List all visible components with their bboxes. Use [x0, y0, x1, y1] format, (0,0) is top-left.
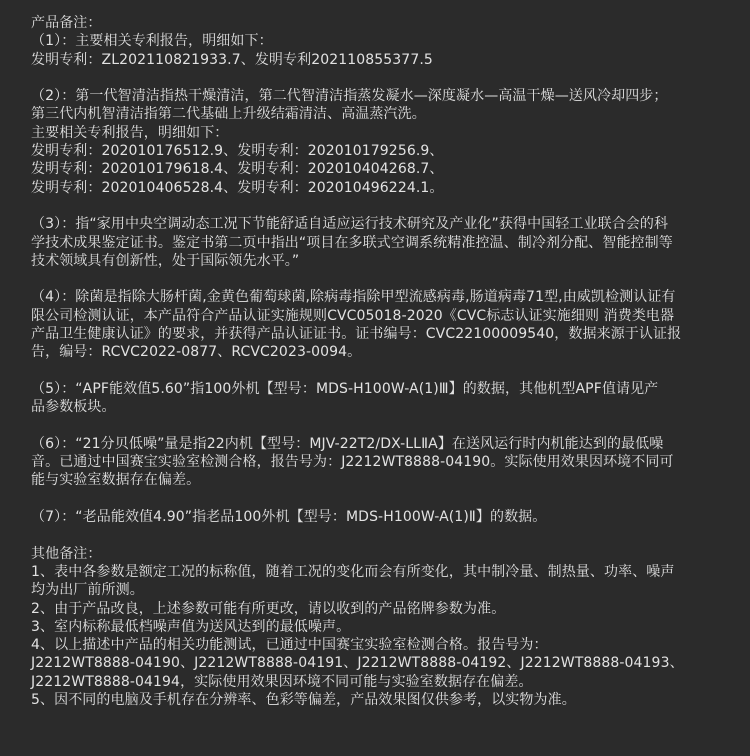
spacer — [31, 490, 740, 508]
note-2-text-line: 第三代内机智清洁指第二代基础上升级结霜清洁、高温蒸汽洗。 — [31, 106, 426, 123]
other-notes-line: 均为出厂前所测。 — [31, 582, 144, 599]
note-1 — [31, 32, 740, 69]
note-6-line: 能与实验室数据存在偏差。 — [31, 472, 201, 489]
note-3 — [31, 215, 740, 270]
note-2-patent-intro: 主要相关专利报告，明细如下： — [31, 124, 229, 141]
note-7-line: （7）：“老品能效值4.90”指老品100外机【型号：MDS-H100W-A(1)Ⅱ】的数据。 — [31, 509, 547, 526]
spacer — [31, 197, 740, 215]
spacer — [31, 362, 740, 380]
note-2 — [31, 87, 740, 197]
note-5-line: 品参数板块。 — [31, 399, 116, 416]
note-3-line: 技术领域具有创新性，处于国际领先水平。” — [31, 252, 300, 269]
note-4-line: 限公司检测认证，本产品符合产品认证实施规则CVC05018-2020《CVC标志认证实施细则 消费类电器 — [31, 307, 675, 324]
other-notes-line: J2212WT8888-04194，实际使用效果因环境不同可能与实验室数据存在偏差。 — [31, 673, 533, 690]
other-notes-line: 3、室内标称最低档噪声值为送风达到的最低噪声。 — [31, 618, 351, 635]
note-6-line: 音。已通过中国赛宝实验室检测合格，报告号为：J2212WT8888-04190。实际使用效果因环境不同可 — [31, 454, 674, 471]
note-1-patents: 发明专利：ZL202110821933.7、发明专利202110855377.5 — [31, 51, 433, 68]
notes-heading: 产品备注： — [31, 15, 102, 31]
other-notes-line: 5、因不同的电脑及手机存在分辨率、色彩等偏差，产品效果图仅供参考，以实物为准。 — [31, 691, 576, 708]
other-notes-line: 4、以上描述中产品的相关功能测试，已通过中国赛宝实验室检测合格。报告号为： — [31, 637, 548, 654]
note-2-patent-line: 发明专利：202010179618.4、发明专利：202010404268.7、 — [31, 161, 444, 178]
note-3-line: （3）：指“家用中央空调动态工况下节能舒适自适应运行技术研究及产业化”获得中国轻工业联合会的科 — [31, 216, 669, 233]
note-2-text-line: （2）：第一代智清洁指热干燥清洁，第二代智清洁指蒸发凝水—深度凝水—高温干燥—送风冷却四步； — [31, 88, 668, 105]
spacer — [31, 526, 740, 544]
note-2-patent-line: 发明专利：202010406528.4、发明专利：202010496224.1。 — [31, 179, 444, 196]
note-7 — [31, 508, 740, 526]
note-3-line: 学技术成果鉴定证书。鉴定书第二页中指出“项目在多联式空调系统精准控温、制冷剂分配、智能控制等 — [31, 234, 673, 251]
note-4-line: （4）：除菌是指除大肠杆菌,金黄色葡萄球菌,除病毒指除甲型流感病毒,肠道病毒71型,由威凯检测认证有 — [31, 289, 676, 306]
other-notes-line: J2212WT8888-04190、J2212WT8888-04191、J2212WT8888-04192、J2212WT8888-04193、 — [31, 655, 684, 672]
other-notes-line: 1、表中各参数是额定工况的标称值，随着工况的变化而会有所变化，其中制冷量、制热量、功率、噪声 — [31, 563, 675, 580]
spacer — [31, 417, 740, 435]
note-6 — [31, 435, 740, 490]
note-1-intro: （1）：主要相关专利报告，明细如下： — [31, 33, 273, 50]
other-notes-heading: 其他备注： — [31, 545, 102, 562]
note-6-line: （6）：“21分贝低噪”量是指22内机【型号：MJV-22T2/DX-LLⅡA】在送风运行时内机能达到的最低噪 — [31, 435, 664, 452]
note-4 — [31, 288, 740, 361]
note-4-line: 告，编号：RCVC2022-0877、RCVC2023-0094。 — [31, 344, 362, 361]
note-5-line: （5）：“APF能效值5.60”指100外机【型号：MDS-H100W-A(1)Ⅲ】的数据，其他机型APF值请见产 — [31, 380, 659, 397]
note-5 — [31, 380, 740, 417]
spacer — [31, 69, 740, 87]
note-4-line: 产品卫生健康认证》的要求，并获得产品认证证书。证书编号：CVC22100009540，数据来源于认证报 — [31, 326, 682, 343]
other-notes — [31, 545, 740, 710]
spacer — [31, 270, 740, 288]
note-2-patent-line: 发明专利：202010176512.9、发明专利：202010179256.9、 — [31, 143, 444, 160]
other-notes-line: 2、由于产品改良，上述参数可能有所更改，请以收到的产品铭牌参数为准。 — [31, 600, 506, 617]
